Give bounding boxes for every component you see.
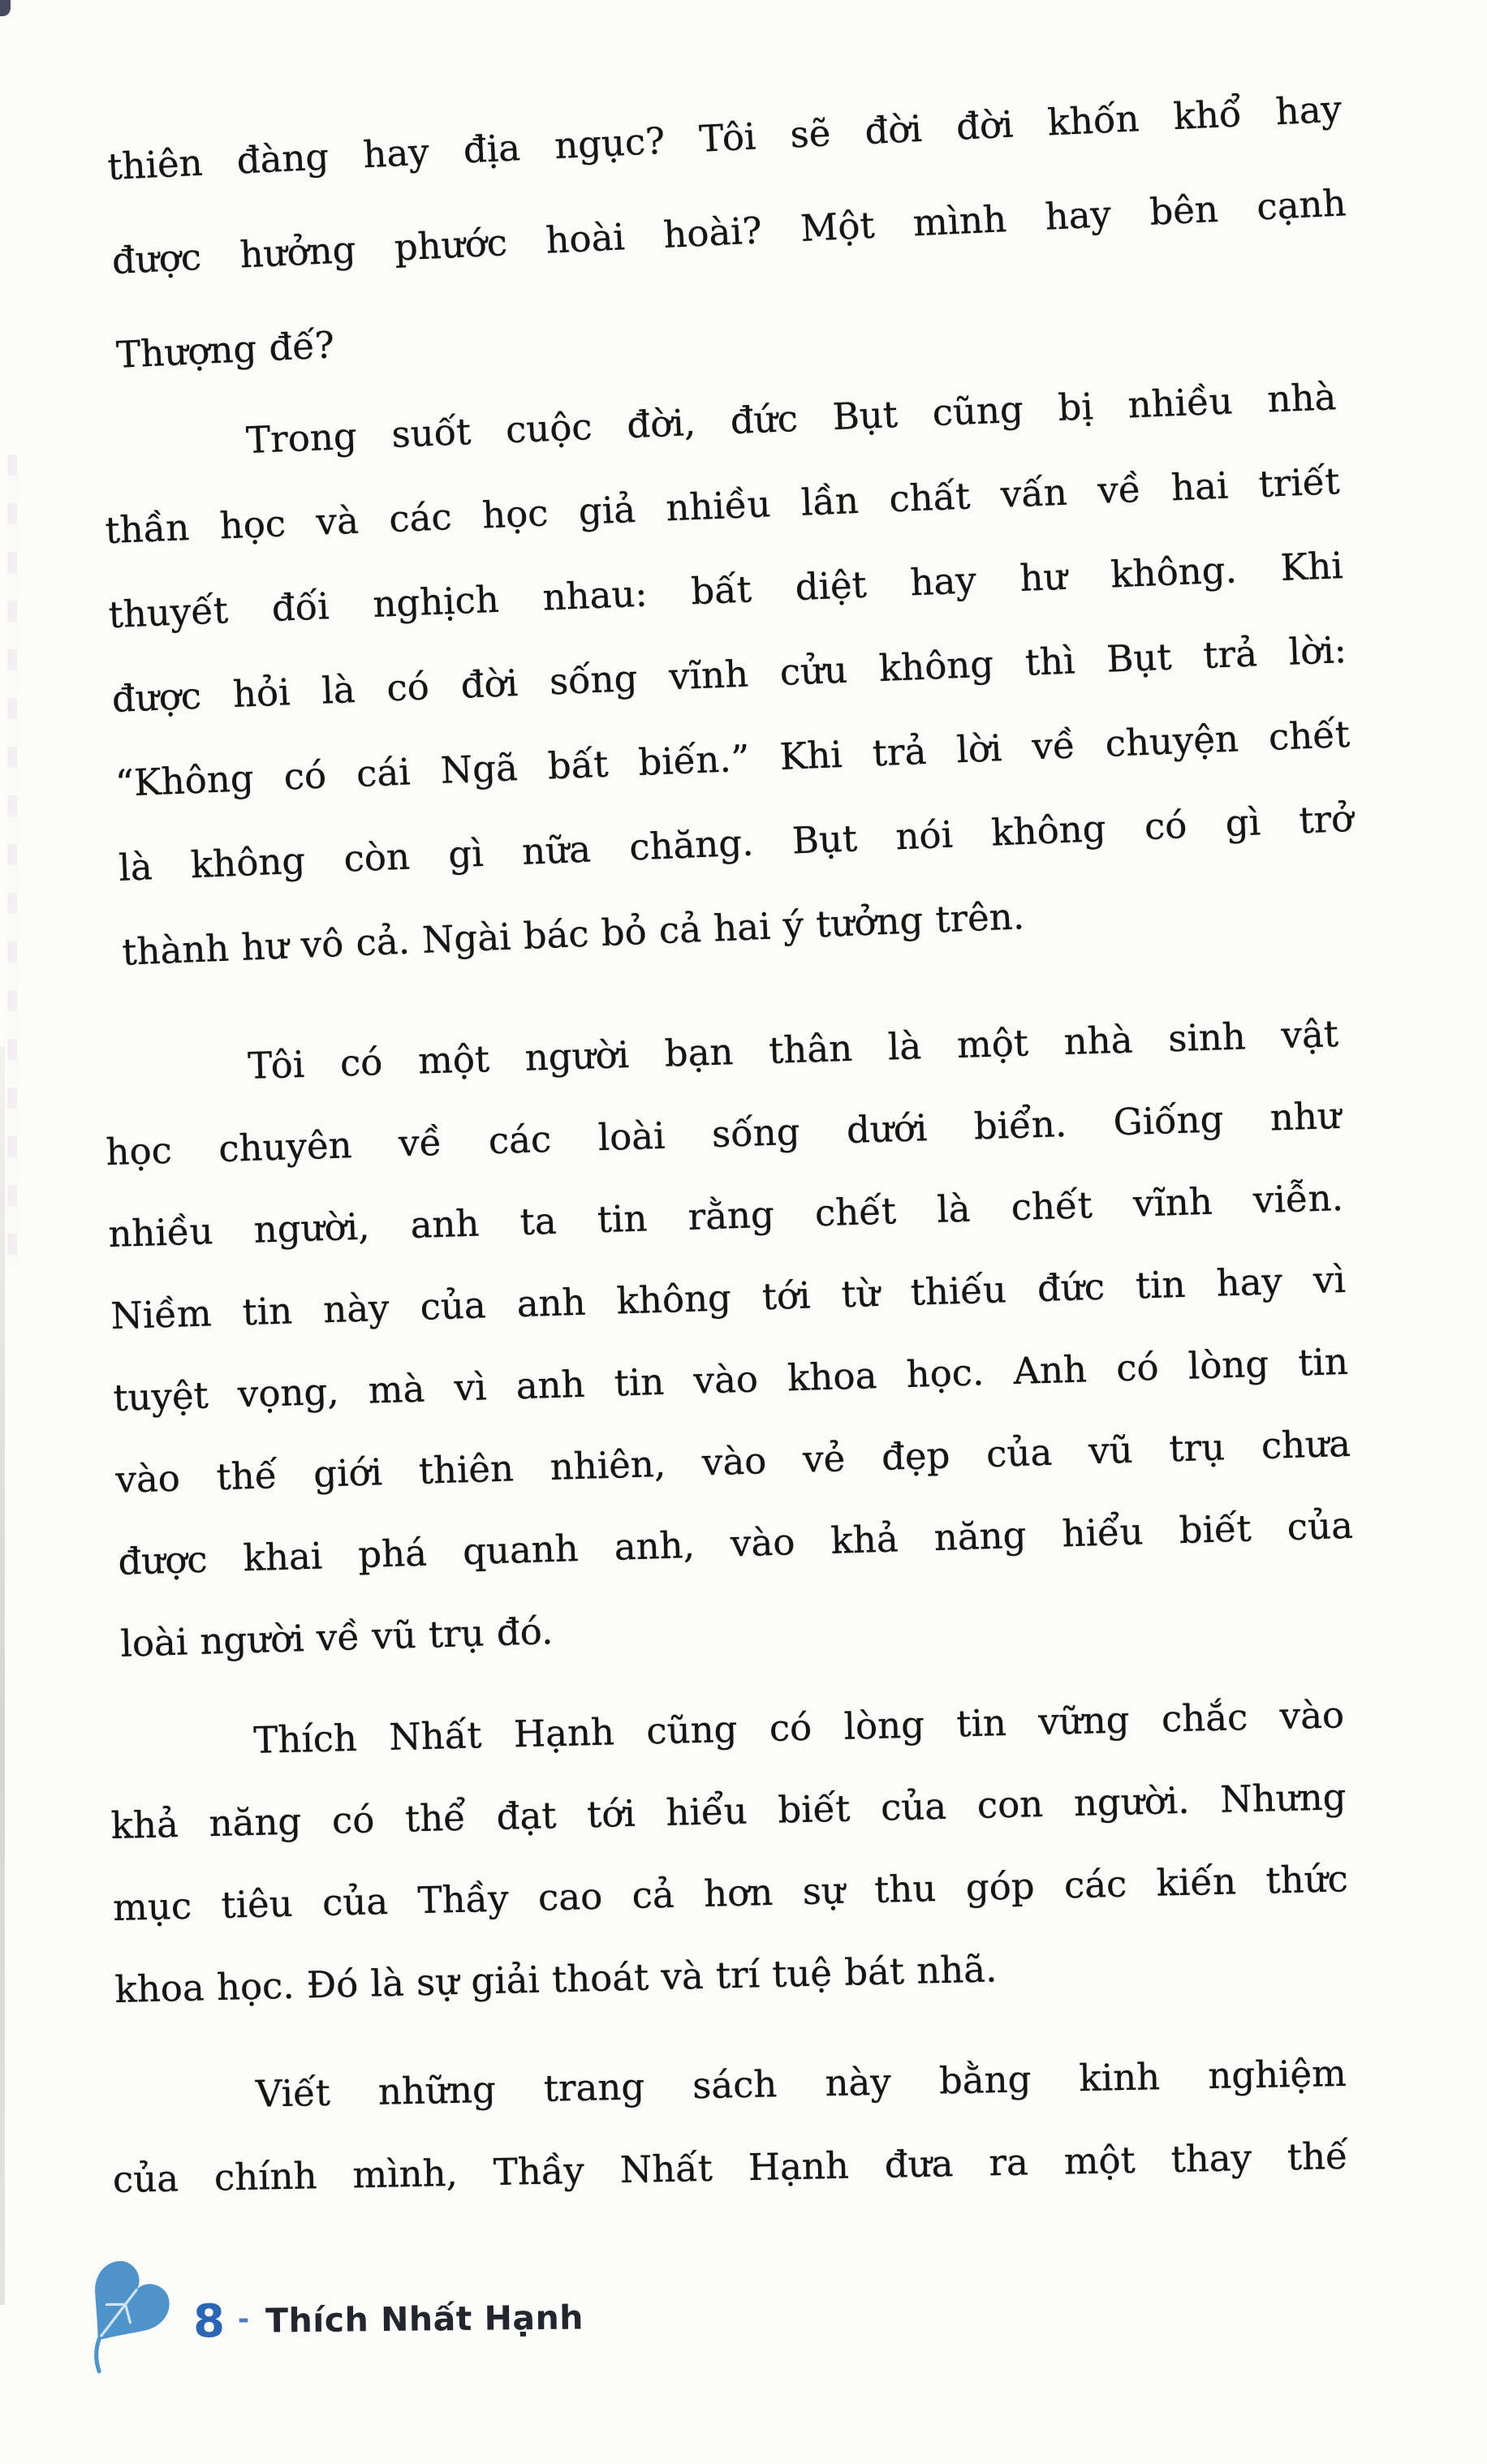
text-line: Viết những trang sách này bằng kinh nghiệm [255, 2051, 1347, 2116]
text-line: “Không có cái Ngã bất biến.” Khi trả lời về chuyện chết [114, 712, 1351, 805]
text-line: loài người về vũ trụ đó. [119, 1609, 554, 1665]
text-line: được hỏi là có đời sống vĩnh cửu không thì Bụt trả lời: [110, 627, 1347, 721]
paragraph [108, 1674, 1351, 2031]
paragraph [110, 2032, 1349, 2221]
page-number: 8 [192, 2294, 226, 2348]
text-line: thần học và các học giả nhiều lần chất vấn về hai triết [104, 459, 1341, 553]
text-line: của chính mình, Thầy Nhất Hạnh đưa ra một thay thế [112, 2134, 1349, 2201]
page-footer [71, 2252, 584, 2388]
text-line: được khai phá quanh anh, vào khả năng hiểu biết của [117, 1503, 1354, 1583]
text-line: được hưởng phước hoài hoài? Một mình hay bên cạnh [110, 181, 1347, 282]
footer-separator: - [237, 2302, 250, 2336]
text-line: Tôi có một người bạn thân là một nhà sinh vật [247, 1012, 1339, 1088]
text-line: khoa học. Đó là sự giải thoát và trí tuệ bát nhã. [114, 1947, 998, 2011]
text-line: khả năng có thể đạt tới hiểu biết của con người. Nhưng [110, 1775, 1347, 1848]
text-line: nhiều người, anh ta tin rằng chết là chết vĩnh viễn. [107, 1175, 1344, 1256]
text-line: vào thế giới thiên nhiên, vào vẻ đẹp của vũ trụ chưa [114, 1421, 1351, 1501]
paragraph [102, 993, 1356, 1685]
text-line: Niềm tin này của anh không tới từ thiếu đức tin hay vì [110, 1257, 1347, 1338]
text-line: Thượng đế? [115, 323, 336, 377]
text-line: thiên đàng hay địa ngục? Tôi sẽ đời đời khốn khổ hay [106, 87, 1343, 189]
text-line: thuyết đối nghịch nhau: bất diệt hay hư không. Khi [107, 544, 1344, 637]
author-name: Thích Nhất Hạnh [265, 2298, 584, 2341]
paragraph [106, 62, 1353, 402]
bodhi-leaf-icon [71, 2260, 175, 2384]
text-line: là không còn gì nữa chăng. Bụt nói không có gì trở [118, 796, 1355, 890]
text-line: mục tiêu của Thầy cao cả hơn sự thu góp các kiến thức [112, 1857, 1349, 1929]
text-line: thành hư vô cả. Ngài bác bỏ cả hai ý tưởng trên. [121, 894, 1025, 974]
scan-showthrough-artifact [7, 454, 17, 1266]
text-line: học chuyên về các loài sống dưới biển. Giống như [105, 1093, 1342, 1174]
scan-edge-shadow [0, 1047, 5, 2305]
paragraph [100, 355, 1358, 994]
text-line: Thích Nhất Hạnh cũng có lòng tin vững chắc vào [252, 1693, 1345, 1762]
text-line: tuyệt vọng, mà vì anh tin vào khoa học. Anh có lòng tin [112, 1339, 1349, 1419]
text-line: Trong suốt cuộc đời, đức Bụt cũng bị nhiều nhà [245, 375, 1338, 463]
scan-corner-artifact [0, 0, 11, 16]
